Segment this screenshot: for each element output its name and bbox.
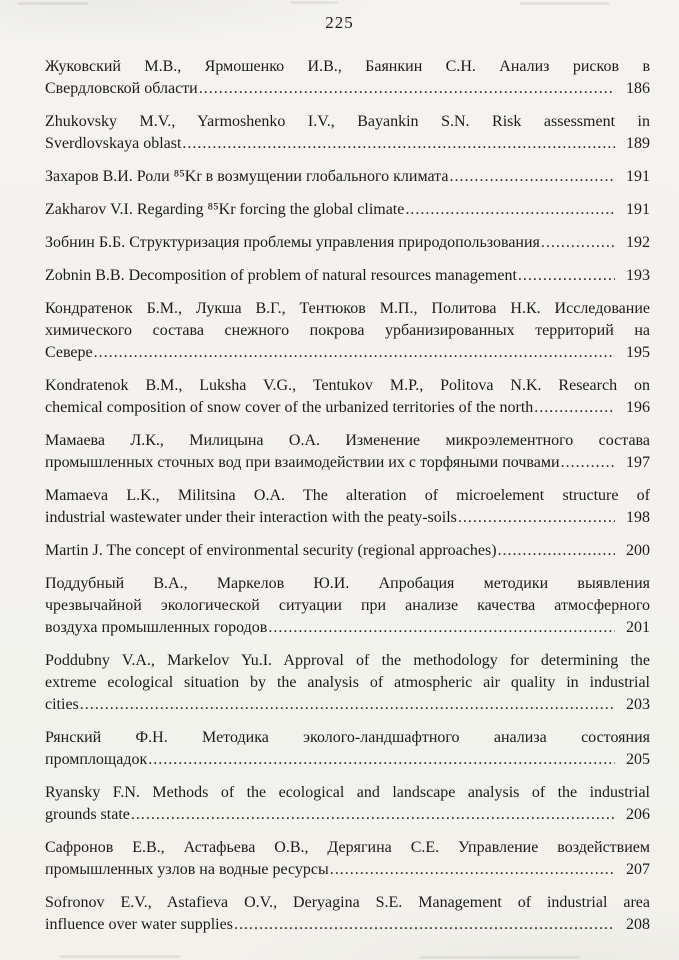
toc-entry — [45, 892, 650, 936]
toc-entry-title: Martin J. The concept of environmental security (regional approaches) — [45, 542, 497, 559]
dot-leader — [80, 694, 615, 716]
toc-entry-lastline — [45, 199, 650, 221]
toc-entry — [45, 56, 650, 100]
toc-entry — [45, 430, 650, 474]
toc-entry-lastline — [45, 617, 650, 639]
toc-entry-lastline — [45, 749, 650, 771]
toc-entry-page: 201 — [626, 619, 650, 636]
dot-leader — [534, 397, 615, 419]
toc-entry-line: Kondratenok B.M., Luksha V.G., Tentukov M.P., Politova N.K. Research on — [45, 377, 650, 394]
dot-leader — [561, 452, 615, 474]
toc-entry — [45, 298, 650, 364]
dot-leader — [182, 133, 615, 155]
toc-entry-page: 203 — [626, 696, 650, 713]
toc-entry-title: cities — [45, 696, 79, 713]
toc-entry-line: Sofronov E.V., Astafieva O.V., Deryagina S.E. Management of industrial area — [45, 894, 650, 911]
toc-entry — [45, 199, 650, 221]
toc-entry-title: Захаров В.И. Роли ⁸⁵Kr в возмущении глобального климата — [45, 168, 449, 185]
toc-entry — [45, 573, 650, 639]
dot-leader — [458, 507, 615, 529]
toc-entry — [45, 232, 650, 254]
toc-entry — [45, 375, 650, 419]
toc-entry-page: 200 — [626, 542, 650, 559]
toc-entry-line: Zhukovsky M.V., Yarmoshenko I.V., Bayankin S.N. Risk assessment in — [45, 113, 650, 130]
toc-entry-line: Поддубный В.А., Маркелов Ю.И. Апробация методики выявления — [45, 575, 650, 592]
dot-leader — [234, 914, 615, 936]
toc-entry-page: 195 — [626, 344, 650, 361]
toc-entry-line: чрезвычайной экологической ситуации при анализе качества атмосферного — [45, 597, 650, 614]
toc-entry-lastline — [45, 265, 650, 287]
dot-leader — [131, 804, 615, 826]
toc-entry — [45, 485, 650, 529]
toc-entry-page: 206 — [626, 806, 650, 823]
toc-entry-lastline — [45, 804, 650, 826]
toc-entry-line: Ryansky F.N. Methods of the ecological and landscape analysis of the industrial — [45, 784, 650, 801]
toc-entry-lastline — [45, 78, 650, 100]
toc-entry-title: industrial wastewater under their interaction with the peaty-soils — [45, 509, 457, 526]
toc-entry-lastline — [45, 914, 650, 936]
toc-entry-lastline — [45, 232, 650, 254]
toc-entry-line: Сафронов Е.В., Астафьева О.В., Дерягина С.Е. Управление воздействием — [45, 839, 650, 856]
toc-entry-page: 189 — [626, 135, 650, 152]
toc-entry-title: воздуха промышленных городов — [45, 619, 268, 636]
toc-entry-page: 191 — [626, 168, 650, 185]
toc-entry-title: промплощадок — [45, 751, 148, 768]
toc-entry-page: 186 — [626, 80, 650, 97]
scan-artifact — [60, 955, 180, 958]
toc-entry-line: химического состава снежного покрова урбанизированных территорий на — [45, 322, 650, 339]
toc-entry-line: Poddubny V.A., Markelov Yu.I. Approval of the methodology for determining the — [45, 652, 650, 669]
toc-entry-line: Жуковский М.В., Ярмошенко И.В., Баянкин С.Н. Анализ рисков в — [45, 58, 650, 75]
toc-entry-title: Zakharov V.I. Regarding ⁸⁵Kr forcing the global climate — [45, 201, 405, 218]
toc-entry-page: 207 — [626, 861, 650, 878]
toc-entry-lastline — [45, 694, 650, 716]
toc-entry-line: extreme ecological situation by the analysis of atmospheric air quality in industrial — [45, 674, 650, 691]
scan-artifact — [420, 956, 580, 959]
toc-entry-page: 198 — [626, 509, 650, 526]
dot-leader — [518, 265, 615, 287]
toc-entry-title: Севере — [45, 344, 93, 361]
toc-entry — [45, 540, 650, 562]
dot-leader — [498, 540, 615, 562]
toc-entry-page: 193 — [626, 267, 650, 284]
toc-entry-lastline — [45, 397, 650, 419]
toc-entry-title: Свердловской области — [45, 80, 198, 97]
toc-entry-page: 196 — [626, 399, 650, 416]
dot-leader — [405, 199, 615, 221]
toc-entry-lastline — [45, 342, 650, 364]
toc-entry-page: 192 — [626, 234, 650, 251]
toc-entry-page: 191 — [626, 201, 650, 218]
toc-entry-title: Sverdlovskaya oblast — [45, 135, 182, 152]
toc-entry-title: Зобнин Б.Б. Структуризация проблемы управления природопользования — [45, 234, 540, 251]
toc-entry-title: influence over water supplies — [45, 916, 233, 933]
toc-entry-page: 205 — [626, 751, 650, 768]
toc-entry-line: Рянский Ф.Н. Методика эколого-ландшафтного анализа состояния — [45, 729, 650, 746]
toc-entry-line: Mamaeva L.K., Militsina O.A. The alteration of microelement structure of — [45, 487, 650, 504]
toc-entry-lastline — [45, 452, 650, 474]
toc-entry — [45, 782, 650, 826]
toc-entry-lastline — [45, 166, 650, 188]
toc-entry-lastline — [45, 859, 650, 881]
toc-entry-page: 197 — [626, 454, 650, 471]
toc-entry — [45, 837, 650, 881]
toc-entry-title: chemical composition of snow cover of the urbanized territories of the north — [45, 399, 534, 416]
toc-entry-lastline — [45, 507, 650, 529]
toc-entry-lastline — [45, 540, 650, 562]
toc-entry — [45, 111, 650, 155]
dot-leader — [268, 617, 615, 639]
dot-leader — [199, 78, 615, 100]
toc-entry-line: Мамаева Л.К., Милицына О.А. Изменение микроэлементного состава — [45, 432, 650, 449]
toc-entry-title: grounds state — [45, 806, 130, 823]
toc-entry-lastline — [45, 133, 650, 155]
toc-list — [0, 56, 679, 936]
toc-entry-page: 208 — [626, 916, 650, 933]
dot-leader — [94, 342, 615, 364]
toc-entry-title: промышленных сточных вод при взаимодействии их с торфяными почвами — [45, 454, 560, 471]
page-number: 225 — [325, 13, 354, 32]
dot-leader — [330, 859, 615, 881]
toc-entry — [45, 265, 650, 287]
dot-leader — [148, 749, 615, 771]
toc-entry — [45, 166, 650, 188]
toc-entry — [45, 727, 650, 771]
toc-entry-title: промышленных узлов на водные ресурсы — [45, 861, 329, 878]
toc-entry — [45, 650, 650, 716]
dot-leader — [541, 232, 615, 254]
toc-entry-title: Zobnin B.B. Decomposition of problem of natural resources management — [45, 267, 517, 284]
dot-leader — [449, 166, 615, 188]
toc-entry-line: Кондратенок Б.М., Лукша В.Г., Тентюков М.П., Политова Н.К. Исследование — [45, 300, 650, 317]
